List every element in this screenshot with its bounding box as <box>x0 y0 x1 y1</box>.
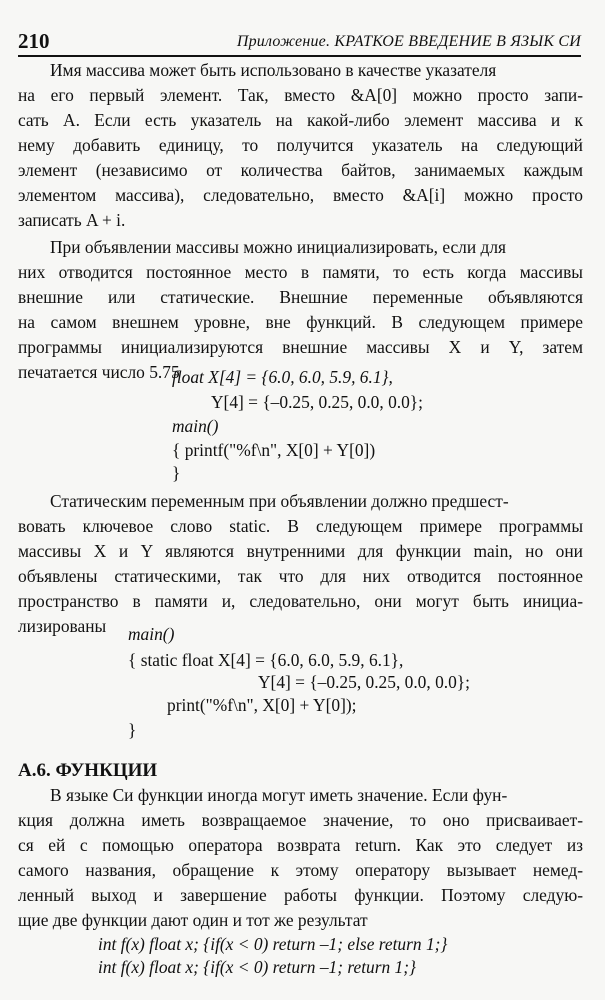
section-heading: А.6. ФУНКЦИИ <box>18 760 158 781</box>
code-line: print("%f\n", X[0] + Y[0]); <box>167 695 357 715</box>
text-line: В языке Си функции иногда могут иметь значение. Если фун- <box>50 785 508 805</box>
code-line: Y[4] = {–0.25, 0.25, 0.0, 0.0}; <box>211 392 423 412</box>
text-line: Статическим переменным при объявлении должно предшест- <box>50 491 509 511</box>
text-line: Имя массива может быть использовано в качестве указателя <box>50 60 497 80</box>
text-line: на самом внешнем уровне, вне функций. В следующем примере <box>18 312 583 332</box>
code-line: int f(x) float x; {if(x < 0) return –1; else return 1;} <box>98 934 448 954</box>
text-line: массивы X и Y являются внутренними для функции main, но они <box>18 541 583 561</box>
text-line: сать A. Если есть указатель на какой-либо элемент массива и к <box>18 110 583 130</box>
text-line: ленный выход и завершение работы функции. Поэтому следую- <box>18 885 583 905</box>
text-line: самого названия, обращение к этому оператору вызывает немед- <box>18 860 583 880</box>
code-line: main() <box>128 624 175 644</box>
running-head: Приложение. КРАТКОЕ ВВЕДЕНИЕ В ЯЗЫК СИ <box>236 33 581 50</box>
code-line: } <box>128 720 137 740</box>
text-line: лизированы <box>18 616 107 636</box>
text-line: элемент (независимо от количества байтов, занимаемых каждым <box>18 160 583 180</box>
code-line: } <box>172 463 181 483</box>
code-line: main() <box>172 416 219 436</box>
text-line: программы инициализируются внешние массивы X и Y, затем <box>18 337 583 357</box>
text-line: печатается число 5.75 <box>18 362 180 382</box>
text-line: них отводится постоянное место в памяти, то есть когда массивы <box>18 262 583 282</box>
text-line: При объявлении массивы можно инициализировать, если для <box>50 237 507 257</box>
code-line: int f(x) float x; {if(x < 0) return –1; return 1;} <box>98 957 416 977</box>
code-line: { printf("%f\n", X[0] + Y[0]) <box>172 440 376 460</box>
text-line: на его первый элемент. Так, вместо &A[0] можно просто запи- <box>18 85 583 105</box>
text-line: записать A + i. <box>18 210 126 230</box>
code-line: Y[4] = {–0.25, 0.25, 0.0, 0.0}; <box>258 672 470 692</box>
text-line: элементом массива), следовательно, вместо &A[i] можно просто <box>18 185 583 205</box>
text-line: внешние или статические. Внешние переменные объявляются <box>18 287 583 307</box>
text-line: кция должна иметь возвращаемое значение, то оно присваивает- <box>18 810 583 830</box>
header-rule <box>18 55 581 57</box>
text-line: нему добавить единицу, то получится указатель на следующий <box>18 135 583 155</box>
text-line: вовать ключевое слово static. В следующем примере программы <box>18 516 583 536</box>
code-line: { static float X[4] = {6.0, 6.0, 5.9, 6.1}, <box>128 650 404 670</box>
page-number: 210 <box>18 29 50 53</box>
text-line: пространство в памяти и, следовательно, они могут быть инициа- <box>18 591 583 611</box>
text-line: щие две функции дают один и тот же результат <box>18 910 368 930</box>
page-header <box>18 29 581 57</box>
text-line: объявлены статическими, так что для них отводится постоянное <box>18 566 583 586</box>
code-line: float X[4] = {6.0, 6.0, 5.9, 6.1}, <box>172 367 393 387</box>
text-line: ся ей с помощью оператора возврата return. Как это следует из <box>18 835 583 855</box>
